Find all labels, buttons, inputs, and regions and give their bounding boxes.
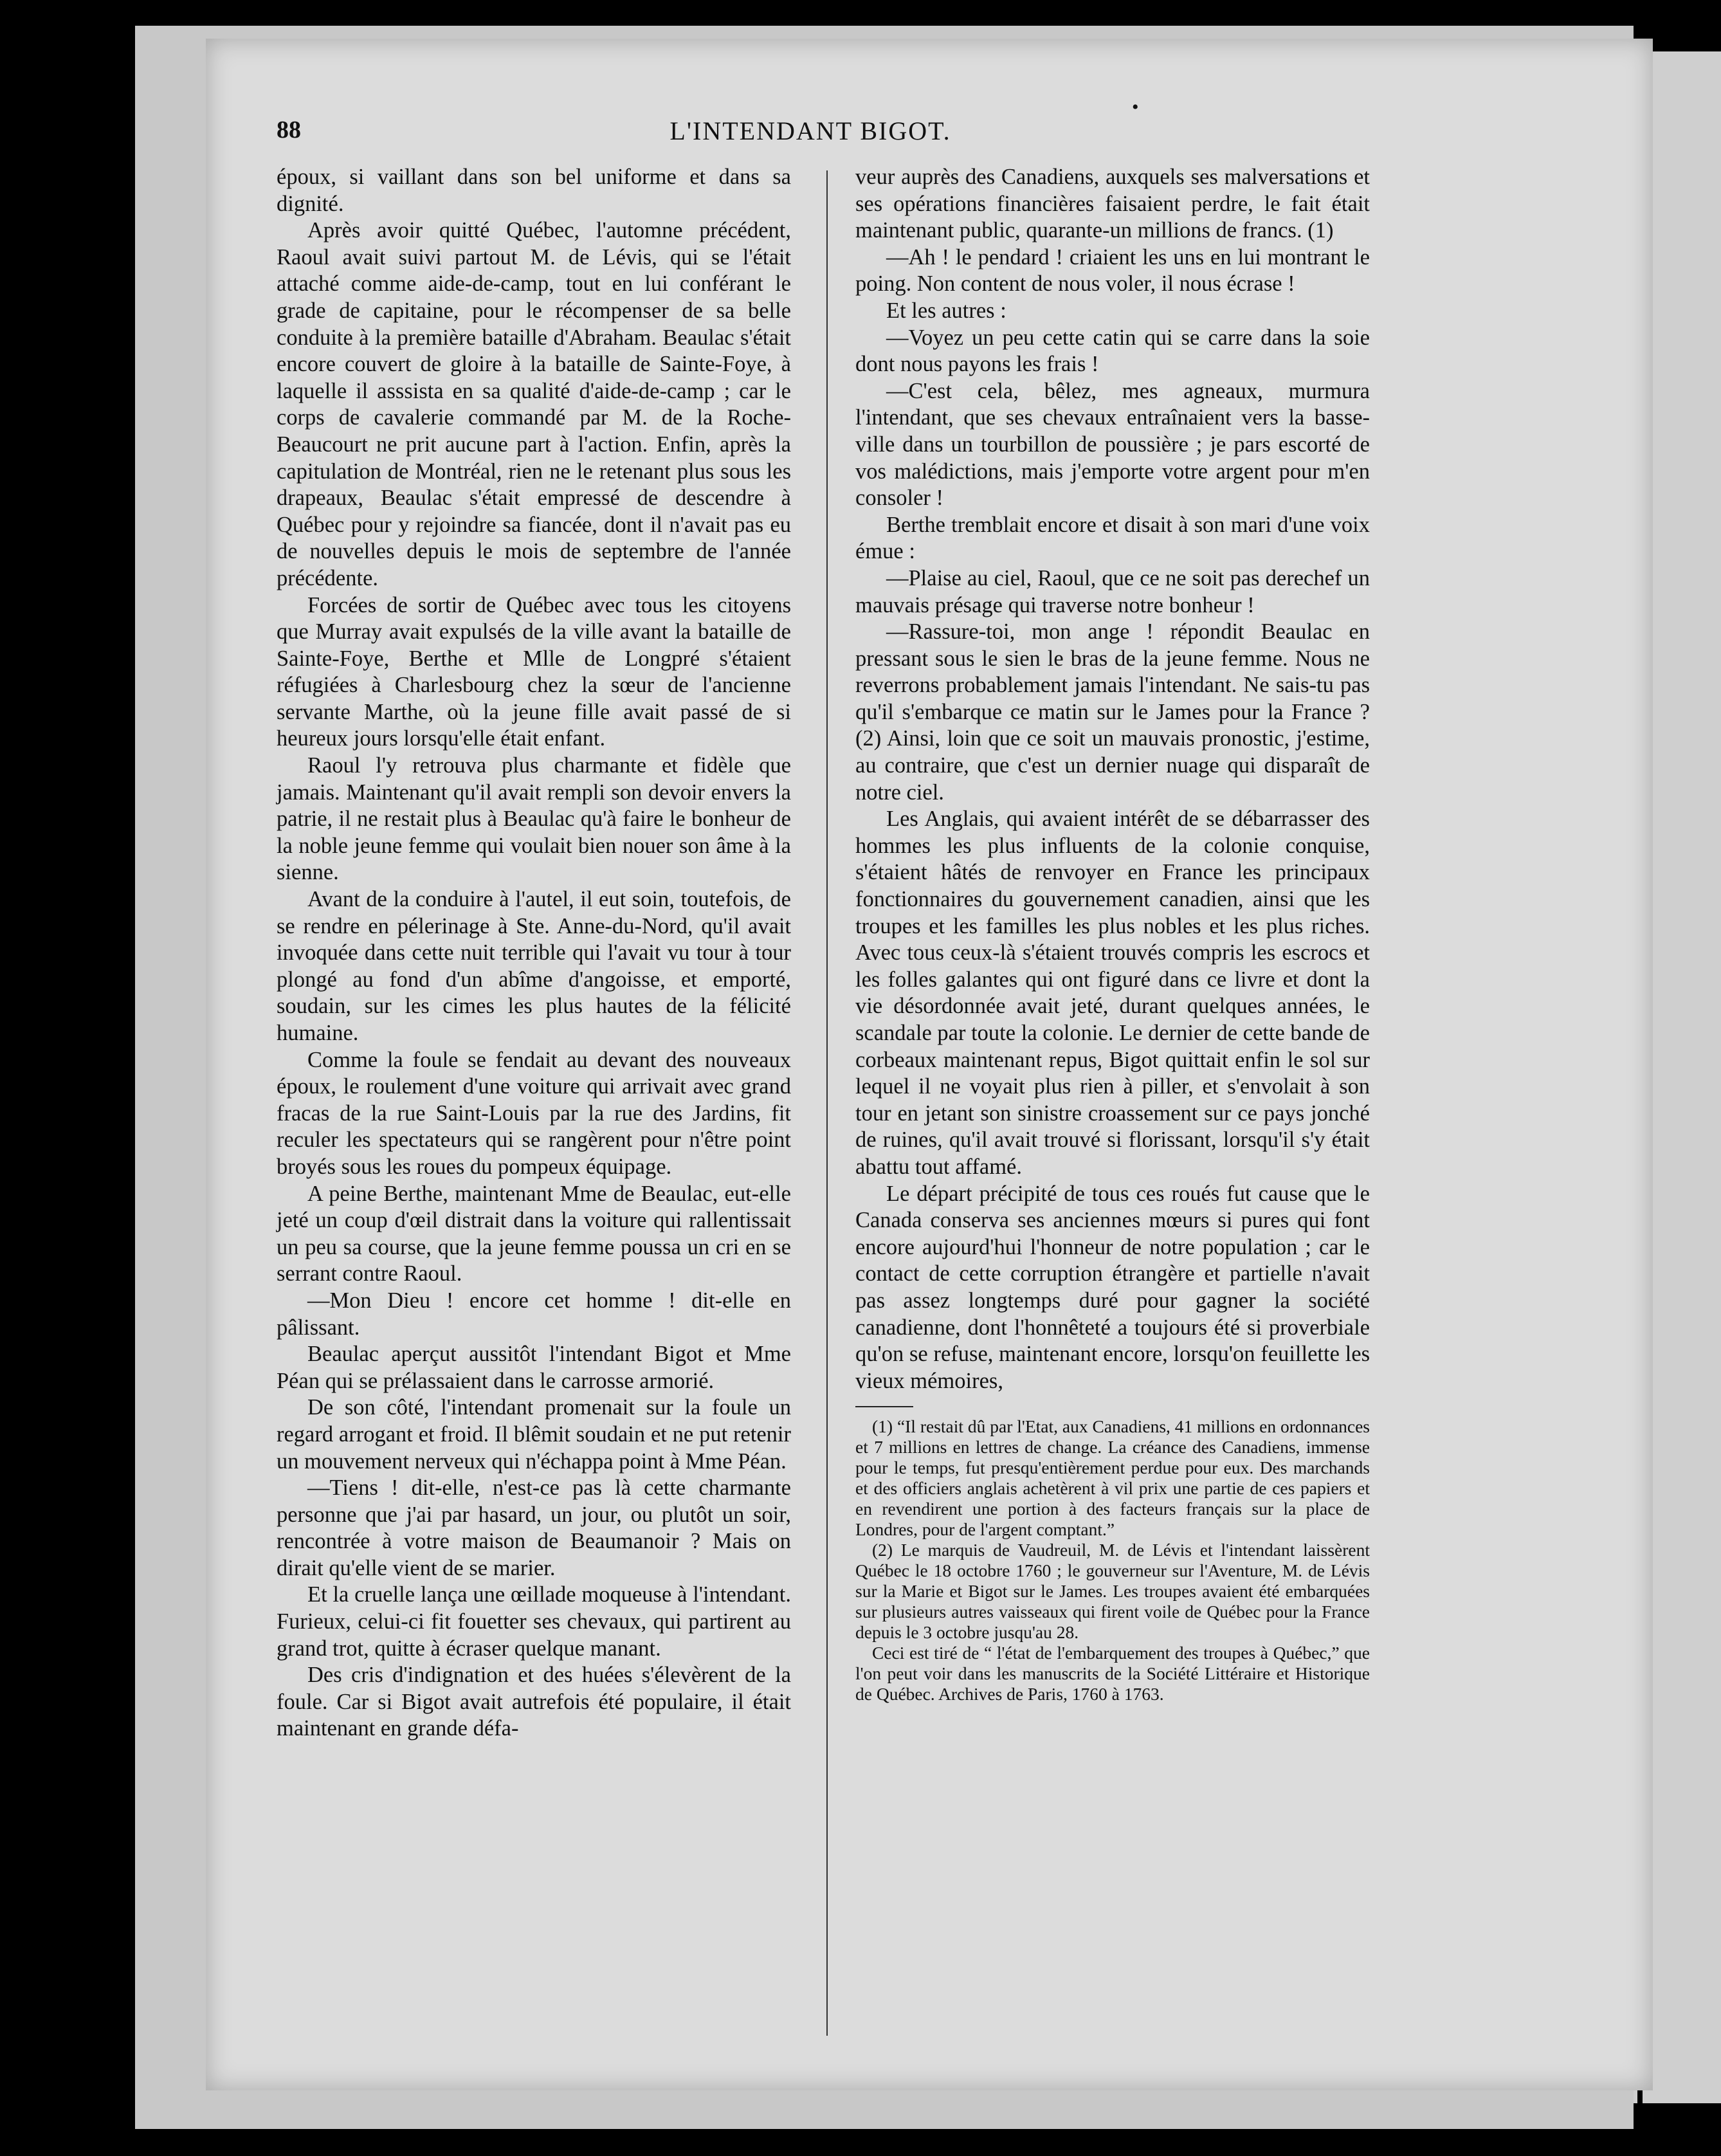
paragraph: époux, si vaillant dans son bel uniforme et dans sa dignité. [277,165,791,216]
paragraph: Avant de la conduire à l'autel, il eut soin, toutefois, de se rendre en pélerinage à Ste. Anne-du-Nord, qu'il avait invoquée dans cette nuit terrible qui l'avait vu tour à tour plongé au fond d'un abîme d'angoisse, et emporté, soudain, sur les cimes les plus hautes de la félicité humaine. [277,887,791,1045]
paragraph: —Plaise au ciel, Raoul, que ce ne soit pas derechef un mauvais présage qui traverse notre bonheur ! [855,565,1370,617]
paragraph: —Mon Dieu ! encore cet homme ! dit-elle en pâlissant. [277,1288,791,1340]
paragraph: Et les autres : [886,298,1006,323]
paragraph: Des cris d'indignation et des huées s'élevèrent de la foule. Car si Bigot avait autrefois été populaire, il était maintenant en grande défa- [277,1663,791,1741]
footnote: Ceci est tiré de “ l'état de l'embarquement des troupes à Québec,” que l'on peut voir dans les manuscrits de la Société Littéraire et Historique de Québec. Archives de Paris, 1760 à 1763. [855,1643,1370,1704]
paragraph: A peine Berthe, maintenant Mme de Beaulac, eut-elle jeté un coup d'œil distrait dans la voiture qui rallentissait un peu sa course, que la jeune femme poussa un cri en se serrant contre Raoul. [277,1181,791,1286]
footnote-rule [855,1406,913,1407]
paragraph: veur auprès des Canadiens, auxquels ses malversations et ses opérations financières faisaient perdre, le fait était maintenant public, quarante-un millions de francs. (1) [855,165,1370,243]
right-column [855,164,1370,1704]
paragraph: De son côté, l'intendant promenait sur la foule un regard arrogant et froid. Il blêmit soudain et ne put retenir un mouvement nerveux qui n'échappa point à Mme Péan. [277,1395,791,1474]
left-column [277,164,791,1742]
page-number: 88 [277,116,301,143]
ink-mark: • [1132,96,1139,118]
paragraph: Et la cruelle lança une œillade moqueuse à l'intendant. Furieux, celui-ci fit fouetter ses chevaux, qui partirent au grand trot, quitte à écraser quelque manant. [277,1582,791,1661]
book-page [206,39,1653,2090]
page-header [277,116,1344,154]
paragraph: Les Anglais, qui avaient intérêt de se débarrasser des hommes les plus influents de la colonie conquise, s'étaient hâtés de renvoyer en France les principaux fonctionnaires du gouvernement canadien, ainsi que les troupes et les familles les plus nobles et les plus riches. Avec tous ceux-là s'étaient trouvés compris les escrocs et les folles galantes qui ont figuré dans ce livre et dont la vie désordonnée avait jeté, durant quelques années, le scandale par toute la colonie. Le dernier de cette bande de corbeaux maintenant repus, Bigot quittait enfin le sol sur lequel il ne voyait plus rien à piller, et s'envolait à son tour en jetant son sinistre croassement sur ce pays jonché de ruines, qu'il avait trouvé si florissant, lorsqu'il s'y était abattu tout affamé. [855,807,1370,1179]
paragraph: —Rassure-toi, mon ange ! répondit Beaulac en pressant sous le sien le bras de la jeune femme. Nous ne reverrons probablement jamais l'intendant. Ne sais-tu pas qu'il s'embarque ce matin sur le James pour la France ? (2) Ainsi, loin que ce soit un mauvais pronostic, j'estime, au contraire, que c'est un dernier nuage qui disparaît de notre ciel. [855,619,1370,805]
paragraph: Beaulac aperçut aussitôt l'intendant Bigot et Mme Péan qui se prélassaient dans le carrosse armorié. [277,1342,791,1393]
paragraph: Raoul l'y retrouva plus charmante et fidèle que jamais. Maintenant qu'il avait rempli son devoir envers la patrie, il ne restait plus à Beaulac qu'à faire le bonheur de la noble jeune femme qui voulait bien nouer son âme à la sienne. [277,753,791,885]
paragraph: Comme la foule se fendait au devant des nouveaux époux, le roulement d'une voiture qui arrivait avec grand fracas de la rue Saint-Louis par la rue des Jardins, fit reculer les spectateurs qui se rangèrent pour n'être point broyés sous les roues du pompeux équipage. [277,1047,791,1179]
column-divider [826,170,828,2036]
running-title: L'INTENDANT BIGOT. [669,116,951,145]
paragraph: —C'est cela, bêlez, mes agneaux, murmura l'intendant, que ses chevaux entraînaient vers la basse-ville dans un tourbillon de poussière ; je pars escorté de vos malédictions, mais j'emporte votre argent pour m'en consoler ! [855,378,1370,511]
paragraph: Le départ précipité de tous ces roués fut cause que le Canada conserva ses anciennes mœurs si pures qui font encore aujourd'hui l'honneur de notre population ; car le contact de cette corruption étrangère et partielle n'avait pas assez longtemps duré pour gagner la société canadienne, dont l'honnêteté a toujours été si proverbiale qu'on se refuse, maintenant encore, lorsqu'on feuillette les vieux mémoires, [855,1181,1370,1393]
paragraph: —Ah ! le pendard ! criaient les uns en lui montrant le poing. Non content de nous voler, il nous écrase ! [855,244,1370,297]
footnotes [855,1416,1370,1704]
paragraph: Après avoir quitté Québec, l'automne précédent, Raoul avait suivi partout M. de Lévis, qui se l'était attaché comme aide-de-camp, tout en lui conférant le grade de capitaine, pour le récompenser de sa belle conduite à la première bataille d'Abraham. Beaulac s'était encore couvert de gloire à la bataille de Sainte-Foye, à laquelle il asssista en sa qualité d'aide-de-camp ; car le corps de cavalerie commandé par M. de la Roche-Beaucourt ne prit aucune part à l'action. Enfin, après la capitulation de Montréal, rien ne le retenant plus sous les drapeaux, Beaulac s'était empressé de descendre à Québec pour y rejoindre sa fiancée, dont il n'avait pas eu de nouvelles depuis le mois de septembre de l'année précédente. [277,218,791,590]
paragraph: Forcées de sortir de Québec avec tous les citoyens que Murray avait expulsés de la ville avant la bataille de Sainte-Foye, Berthe et Mlle de Longpré s'étaient réfugiées à Charlesbourg chez la sœur de l'ancienne servante Marthe, où la jeune fille avait passé de si heureux jours lorsqu'elle était enfant. [277,592,791,751]
paragraph: —Voyez un peu cette catin qui se carre dans la soie dont nous payons les frais ! [855,325,1370,377]
footnote: (2) Le marquis de Vaudreuil, M. de Lévis et l'intendant laissèrent Québec le 18 octobre 1760 ; le gouverneur sur l'Aventure, M. de Lévis sur la Marie et Bigot sur le James. Les troupes avaient été embarquées sur plusieurs autres vaisseaux qui firent voile de Québec pour la France depuis le 3 octobre jusqu'au 28. [855,1540,1370,1643]
footnote: (1) “Il restait dû par l'Etat, aux Canadiens, 41 millions en ordonnances et 7 millions en lettres de change. La créance des Canadiens, immense pour le temps, fut presqu'entièrement perdue pour eux. Des marchands et des officiers anglais achetèrent à vil prix une partie de ces papiers et en revendirent une portion à des facteurs français sur la place de Londres, pour de l'argent comptant.” [855,1416,1370,1540]
paragraph: —Tiens ! dit-elle, n'est-ce pas là cette charmante personne que j'ai par hasard, un jour, ou plutôt un soir, rencontrée à votre maison de Beaumanoir ? Mais on dirait qu'elle vient de se marier. [277,1475,791,1580]
paragraph: Berthe tremblait encore et disait à son mari d'une voix émue : [855,512,1370,564]
